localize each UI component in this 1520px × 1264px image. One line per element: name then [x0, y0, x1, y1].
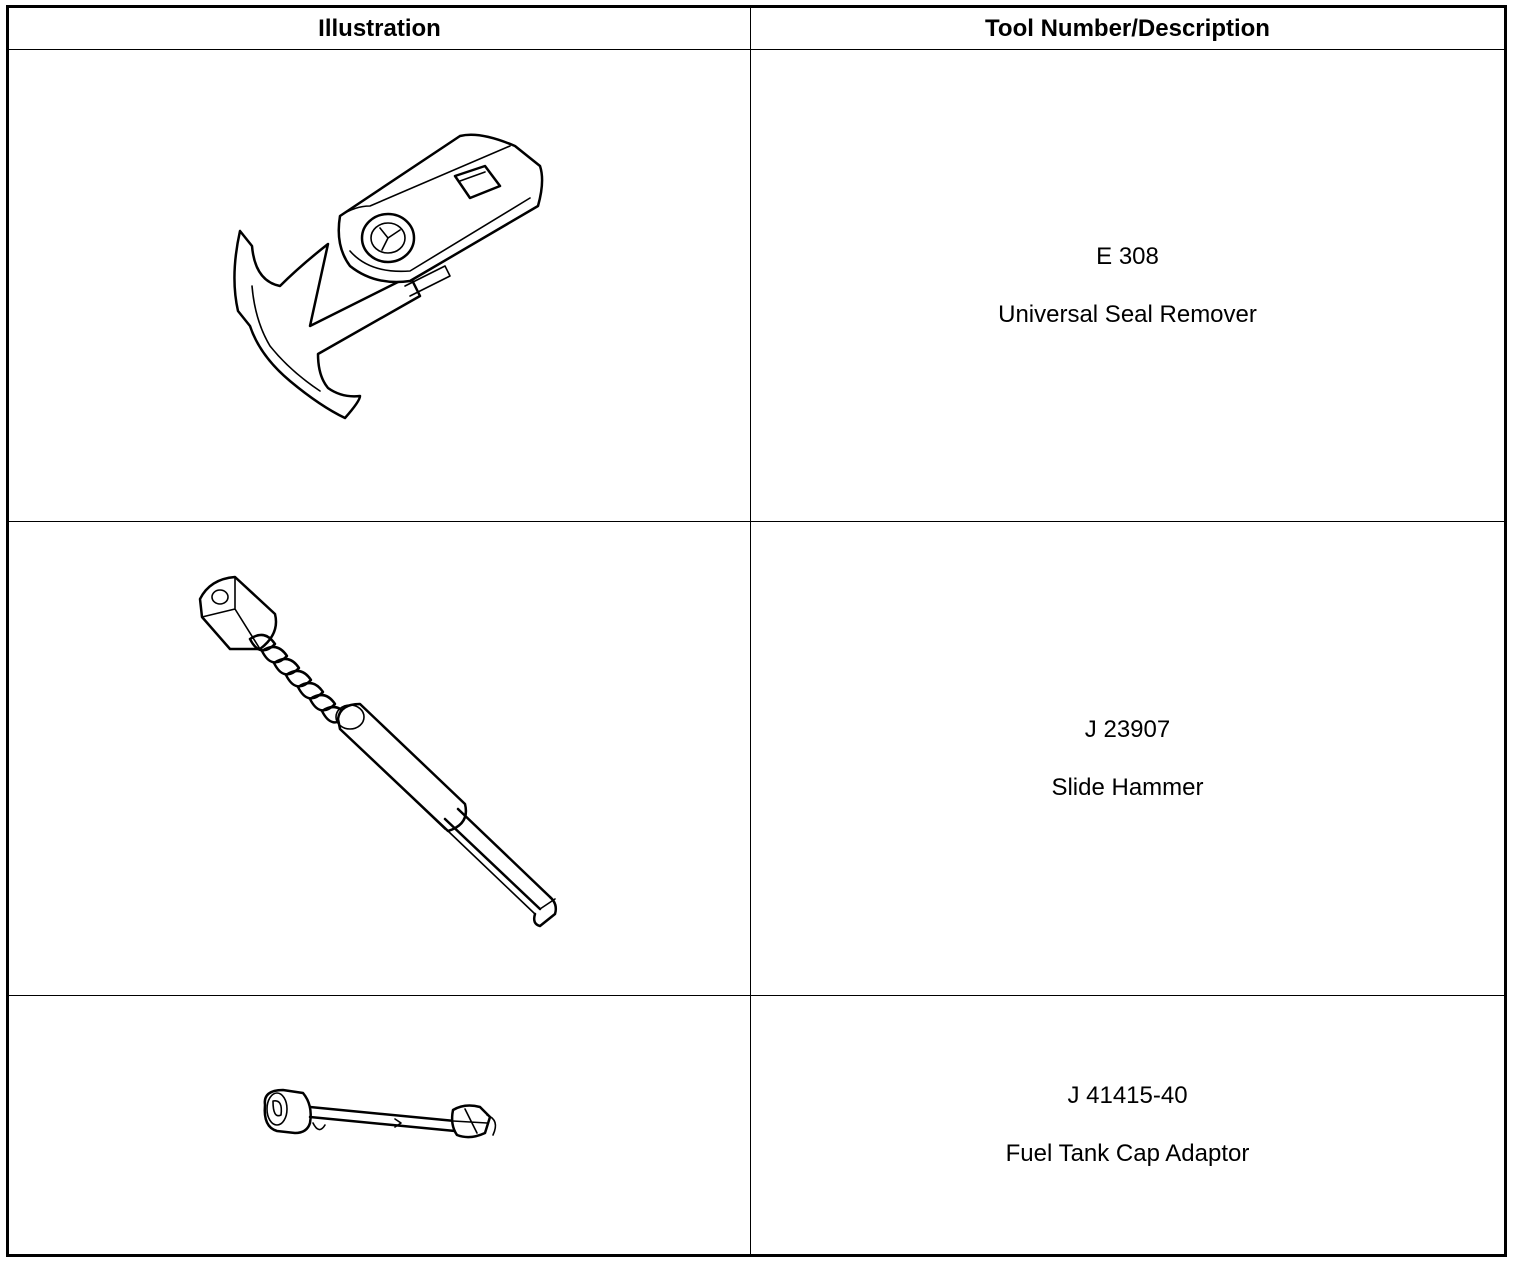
description-cell — [751, 995, 1506, 1255]
description-cell — [751, 522, 1506, 995]
table-row — [8, 50, 1506, 522]
tool-description: Slide Hammer — [1051, 773, 1204, 801]
illustration-cell — [8, 522, 751, 995]
header-row — [8, 7, 1506, 50]
tool-description: Fuel Tank Cap Adaptor — [1005, 1139, 1250, 1167]
tool-description: Universal Seal Remover — [998, 300, 1257, 328]
tool-table — [6, 5, 1507, 1257]
seal-remover-illustration — [210, 126, 550, 446]
description-cell — [751, 50, 1506, 522]
illustration-cell — [8, 995, 751, 1255]
slide-hammer-illustration — [190, 569, 570, 949]
header-illustration: Illustration — [8, 7, 751, 50]
illustration-cell — [8, 50, 751, 522]
tool-number: J 41415-40 — [1067, 1081, 1188, 1109]
tool-number: J 23907 — [1084, 715, 1171, 743]
tool-number: E 308 — [1096, 242, 1159, 270]
table-row — [8, 522, 1506, 995]
table-row — [8, 995, 1506, 1255]
cap-adaptor-illustration — [255, 1085, 505, 1165]
header-description: Tool Number/Description — [751, 7, 1506, 50]
